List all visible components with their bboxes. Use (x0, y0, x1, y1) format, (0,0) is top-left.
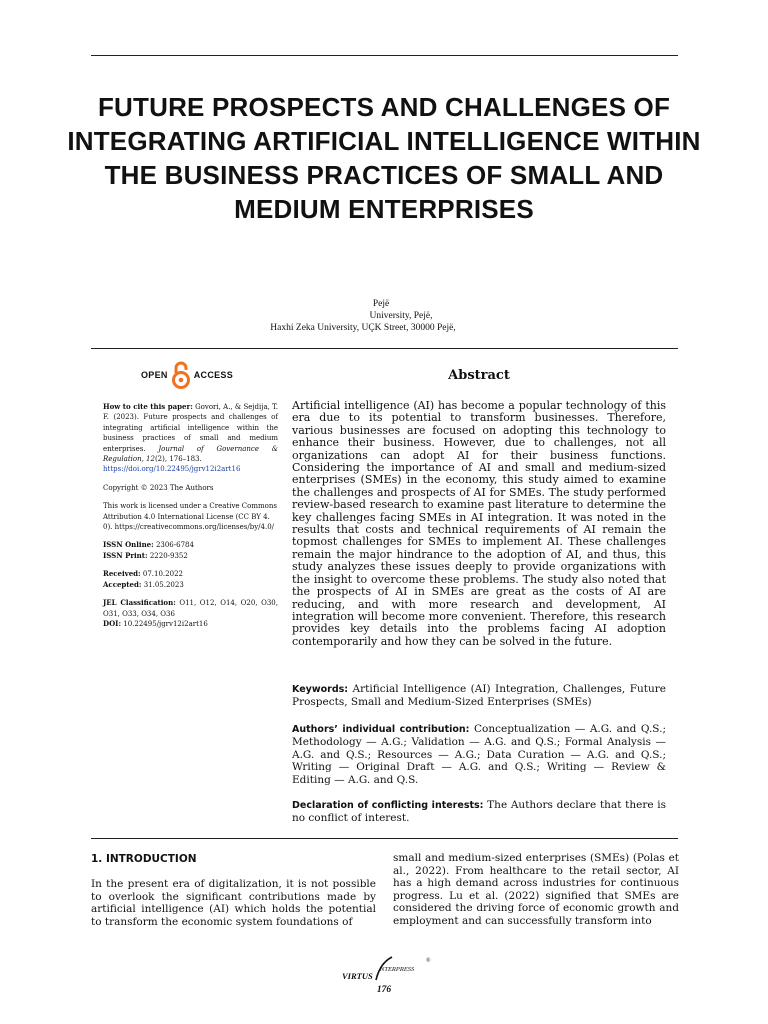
doi-link[interactable]: https://doi.org/10.22495/jgrv12i2art16 (103, 465, 241, 474)
keywords-block (292, 683, 666, 709)
section-heading: 1. INTRODUCTION (91, 853, 197, 865)
publisher-logo (340, 953, 440, 983)
jel-classification: JEL Classification: O11, O12, O14, O20, O30, O31, O33, O34, O36 (103, 598, 278, 618)
contribution-label: Authors’ individual contribution: (292, 724, 470, 735)
abstract-heading: Abstract (448, 368, 510, 383)
contribution-text: Conceptualization — A.G. and Q.S.; Methodology — A.G.; Validation — A.G. and Q.S.; Formal Analysis — A.G. and Q.S.; Resources — A.G.; Data Curation — A.G. and Q.S.; Writing — Original Draft — A.G. and Q.S.; Writing — Review & Editing — A.G. and Q.S. (292, 723, 666, 786)
intro-left-column: In the present era of digitalization, it is not possible to overlook the significant contributions made by artificial intelligence (AI) which holds the potential to transform the economic system foundations of (91, 878, 376, 928)
issn-print: ISSN Print: 2220-9352 (103, 550, 188, 560)
conflict-text: The Authors declare that there is no conflict of interest. (292, 799, 666, 825)
affiliation-line-2: University, Pejë, (369, 311, 433, 321)
citation-block (103, 402, 278, 475)
body-divider (91, 838, 678, 839)
header-divider (91, 348, 678, 349)
contribution-block (292, 723, 666, 786)
intro-right-column: small and medium-sized enterprises (SMEs) (Polas et al., 2022). From healthcare to the retail sector, AI has a high demand across industries for continuous progress. Lu et al. (2022) signified that SMEs are considered the driving force of economic growth and employment and can successfully transform into (393, 852, 679, 927)
page-number: 176 (376, 985, 392, 995)
article-info-sidebar (103, 402, 278, 637)
journal-name: Journal of Governance & Regulation, 12 (103, 444, 278, 464)
abstract-text: Artificial intelligence (AI) has become a popular technology of this era due to its potential to transform businesses. Therefore, various businesses are focused on adopting this technology to enhance their business. However, due to challenges, not all organizations can adopt AI for their business functions. Considering the importance of AI and small and medium-sized enterprises (SMEs) in the economy, this study aimed to examine the challenges and prospects of AI for SMEs. The study performed review-based research to examine past literature to determine the key challenges facing SMEs in AI integration. It was noted in the results that costs and technical requirements of AI remain the topmost challenges for SMEs to implement AI. These challenges remain the major hindrance to the adoption of AI, and thus, this study analyzes these issues deeply to provide organizations with the insight to overcome these problems. The study also noted that the prospects of AI in SMEs are great as the costs of AI are reducing, and with more research and development, AI integration will become more convenient. Therefore, this research provides key details into the problems facing AI adoption contemporarily and how they can be solved in the future. (292, 399, 666, 648)
issn-online: ISSN Online: 2306-6784 (103, 540, 194, 550)
paper-title: FUTURE PROSPECTS AND CHALLENGES OF INTEGRATING ARTIFICIAL INTELLIGENCE WITHIN THE BUSINESS PRACTICES OF SMALL AND MEDIUM ENTERPRISES (67, 92, 701, 224)
logo-text-right: NTERPRESS (380, 966, 415, 973)
keywords-label: Keywords: (292, 684, 349, 695)
author-affiliations (200, 298, 540, 334)
cite-label: How to cite this paper: (103, 402, 193, 411)
keywords-text: Artificial Intelligence (AI) Integration, Challenges, Future Prospects, Small and Medium-Sized Enterprises (SMEs) (292, 683, 666, 709)
open-access-lock-icon (171, 360, 191, 390)
affiliation-line-1: Pejë (372, 299, 390, 309)
top-rule (91, 55, 678, 56)
doi-line: DOI: 10.22495/jgrv12i2art16 (103, 618, 208, 628)
journal-issue: (2), 176–183. (154, 455, 202, 464)
affiliation-line-3: Haxhi Zeka University, UÇK Street, 30000 Pejë, (270, 323, 456, 333)
open-access-badge (141, 360, 233, 390)
license-text: This work is licensed under a Creative Commons Attribution 4.0 International License (CC BY 4.0). https://creativecommons.org/licenses/by/4.0/ (103, 502, 277, 532)
accepted-date: Accepted: 31.05.2023 (103, 579, 184, 589)
logo-text-left: VIRTUS (342, 971, 373, 981)
open-access-label-left: OPEN (141, 370, 168, 380)
received-date: Received: 07.10.2022 (103, 569, 183, 579)
conflict-label: Declaration of conflicting interests: (292, 800, 484, 811)
copyright-text: Copyright © 2023 The Authors (103, 483, 214, 492)
open-access-label-right: ACCESS (193, 370, 234, 380)
logo-registered-mark: ® (426, 958, 431, 964)
cite-text: Govori, A., & Sejdija, T. F. (2023). Future prospects and challenges of integrating artificial intelligence within the business practices of small and medium enterprises. (103, 403, 278, 453)
conflict-block (292, 799, 666, 825)
